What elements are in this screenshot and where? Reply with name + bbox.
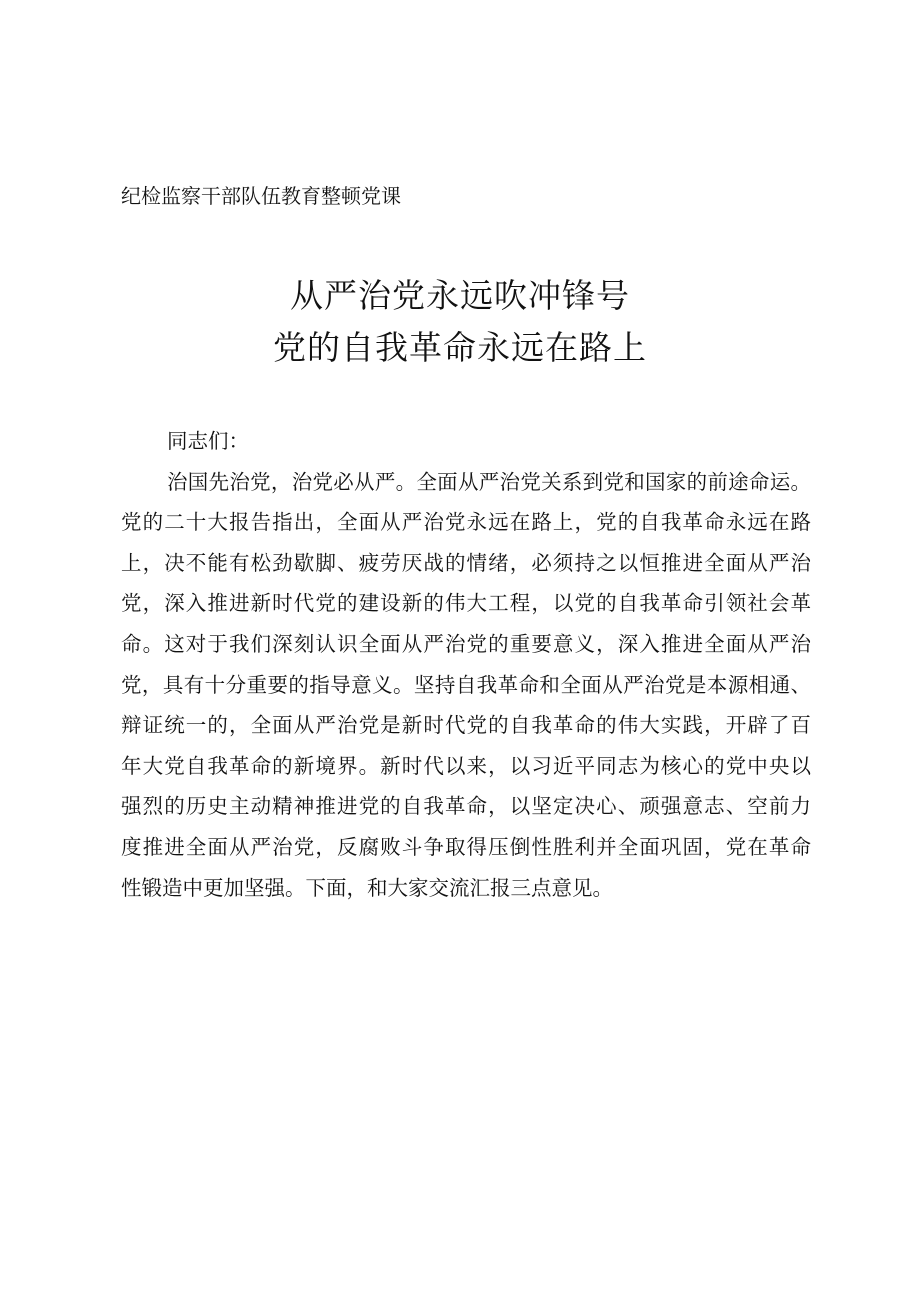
paragraph-line: 度推进全面从严治党，反腐败斗争取得压倒性胜利并全面巩固，党在革命 <box>121 834 811 859</box>
document-title <box>0 270 920 374</box>
paragraph-line: 性锻造中更加坚强。下面，和大家交流汇报三点意见。 <box>121 875 613 900</box>
paragraph-line: 党，具有十分重要的指导意义。坚持自我革命和全面从严治党是本源相通、 <box>121 672 811 697</box>
paragraph-line: 年大党自我革命的新境界。新时代以来，以习近平同志为核心的党中央以 <box>121 753 811 778</box>
document-body <box>121 421 811 908</box>
paragraph-line: 辩证统一的，全面从严治党是新时代党的自我革命的伟大实践，开辟了百 <box>121 713 811 738</box>
paragraph-line: 命。这对于我们深刻认识全面从严治党的重要意义，深入推进全面从严治 <box>121 631 811 656</box>
title-line-1: 从严治党永远吹冲锋号 <box>290 276 630 315</box>
paragraph-line: 强烈的历史主动精神推进党的自我革命，以坚定决心、顽强意志、空前力 <box>121 794 811 819</box>
document-label: 纪检监察干部队伍教育整顿党课 <box>121 184 401 208</box>
paragraph-line: 党的二十大报告指出，全面从严治党永远在路上，党的自我革命永远在路 <box>121 510 811 535</box>
paragraph-line: 治国先治党，治党必从严。全面从严治党关系到党和国家的前途命运。 <box>167 469 811 494</box>
salutation: 同志们： <box>167 429 249 453</box>
body-paragraph <box>121 462 811 909</box>
paragraph-line: 党，深入推进新时代党的建设新的伟大工程，以党的自我革命引领社会革 <box>121 591 811 616</box>
title-line-2: 党的自我革命永远在路上 <box>273 328 647 367</box>
paragraph-line: 上，决不能有松劲歇脚、疲劳厌战的情绪，必须持之以恒推进全面从严治 <box>121 550 811 575</box>
